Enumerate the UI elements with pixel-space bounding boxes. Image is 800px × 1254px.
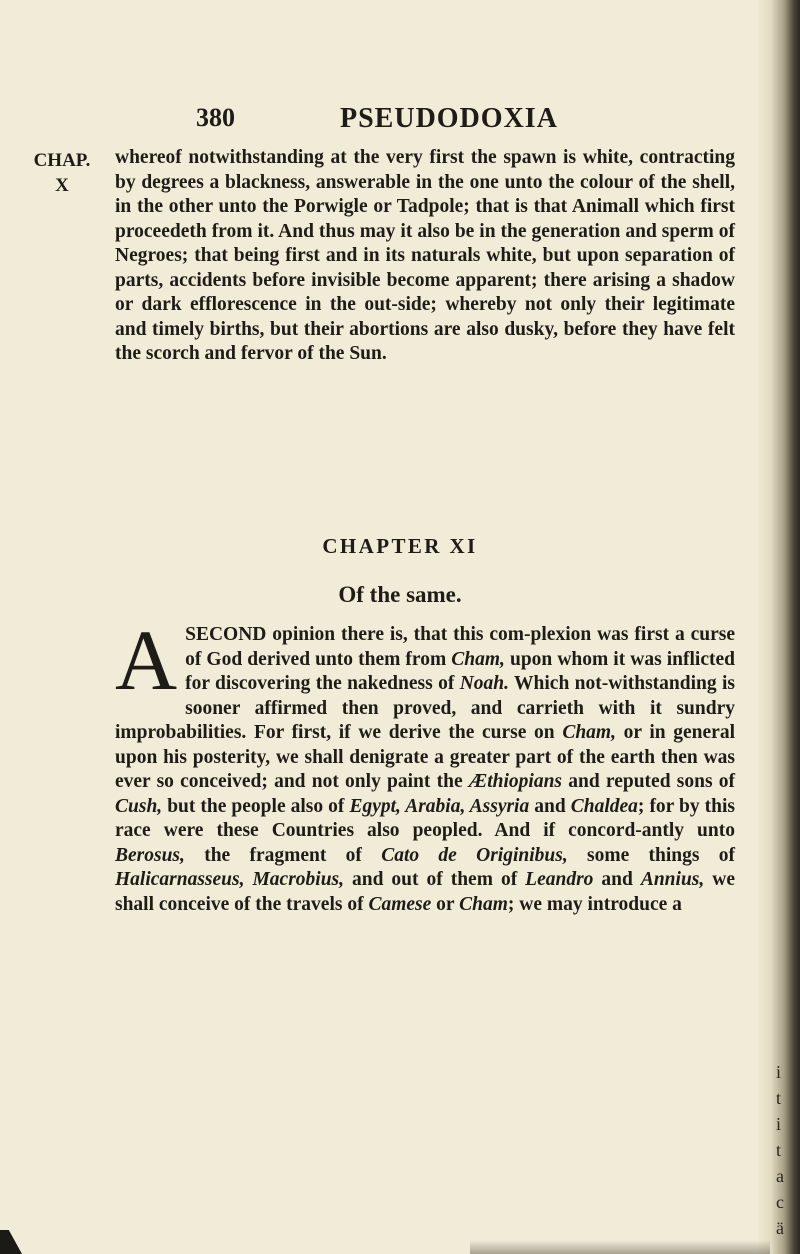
margin-note-chap: CHAP. bbox=[33, 150, 91, 171]
edge-fragment: ä bbox=[776, 1218, 784, 1238]
text-run: and bbox=[593, 869, 641, 890]
page-bottom-shadow bbox=[470, 1240, 770, 1254]
chapter-heading: CHAPTER XI bbox=[322, 534, 478, 558]
italic-text-run: Æthiopians bbox=[468, 771, 563, 792]
italic-text-run: Cham, bbox=[451, 648, 505, 670]
italic-text-run: Berosus, bbox=[115, 844, 185, 866]
italic-text-run: Noah. bbox=[459, 673, 510, 694]
text-run: and bbox=[529, 795, 571, 817]
italic-text-run: Halicarnasseus, Macrobius, bbox=[115, 869, 345, 890]
edge-fragment: t bbox=[776, 1088, 782, 1108]
text-run: we shall conceive of the travels of bbox=[115, 869, 735, 915]
edge-fragment: i bbox=[776, 1062, 782, 1082]
edge-fragment: c bbox=[776, 1192, 784, 1212]
text-run: the fragment of bbox=[184, 844, 382, 866]
corner-mark bbox=[0, 1230, 22, 1254]
edge-fragment: t bbox=[776, 1140, 782, 1160]
italic-text-run: Cham, bbox=[562, 722, 616, 743]
edge-fragment: a bbox=[776, 1166, 784, 1186]
text-run: upon whom it was inflicted for discovering the nakedness of bbox=[185, 648, 735, 694]
running-title: PSEUDODOXIA bbox=[340, 103, 558, 134]
text-run: SECOND opinion there is, that this com-plexion was first a curse of God derived unto them from bbox=[185, 624, 735, 670]
italic-text-run: Chaldea bbox=[570, 795, 638, 817]
paragraph-2-body bbox=[115, 612, 736, 915]
text-run: Which not-withstanding is sooner affirmed then proved, and carrieth with it sundry improbabilities. For first, if we derive the curse on bbox=[115, 673, 736, 743]
italic-text-run: Cham bbox=[459, 893, 508, 915]
italic-text-run: Cush, bbox=[115, 795, 163, 817]
italic-text-run: Leandro bbox=[525, 869, 594, 890]
italic-text-run: Camese bbox=[368, 893, 432, 915]
text-run: some things of bbox=[567, 844, 735, 866]
italic-text-run: Annius, bbox=[640, 869, 705, 890]
italic-text-run: Cato de Originibus, bbox=[381, 844, 568, 866]
text-run: but the people also of bbox=[162, 795, 350, 817]
text-run: and out of them of bbox=[344, 869, 526, 890]
paragraph-1: whereof notwithstanding at the very first the spawn is white, contracting by degrees a blackness, answerable in the one unto the colour of the shell, in the other unto the Porwigle or Tadpole; that is that Animall which first proceedeth from it. And thus may it also be in the generation and sperm of Negroes; that being first and in its naturals white, but upon separation of parts, accidents before invisible become apparent; there arising a shadow or dark efflorescence in the out-side; whereby not only their legitimate and timely births, but their abortions are also dusky, before they have felt the scorch and fervor of the Sun. bbox=[115, 147, 735, 364]
chapter-subtitle: Of the same. bbox=[338, 582, 462, 607]
text-run: and reputed sons of bbox=[562, 771, 735, 792]
text-run: ; we may introduce a bbox=[507, 893, 682, 915]
edge-fragment: i bbox=[776, 1114, 782, 1134]
paragraph-2 bbox=[115, 612, 736, 917]
page-header bbox=[196, 103, 616, 137]
chapter-margin-note bbox=[30, 148, 94, 198]
italic-text-run: Egypt, Arabia, Assyria bbox=[349, 795, 530, 817]
text-run: or bbox=[431, 893, 460, 915]
margin-note-number: X bbox=[55, 175, 69, 196]
page-number: 380 bbox=[196, 103, 235, 132]
drop-cap: A bbox=[115, 612, 178, 708]
text-run: ; for by this race were these Countries also peopled. And if concord-antly unto bbox=[115, 795, 735, 841]
text-run: or in general upon his posterity, we shall denigrate a greater part of the earth then was ever so conceived; and not only paint the bbox=[115, 722, 736, 792]
